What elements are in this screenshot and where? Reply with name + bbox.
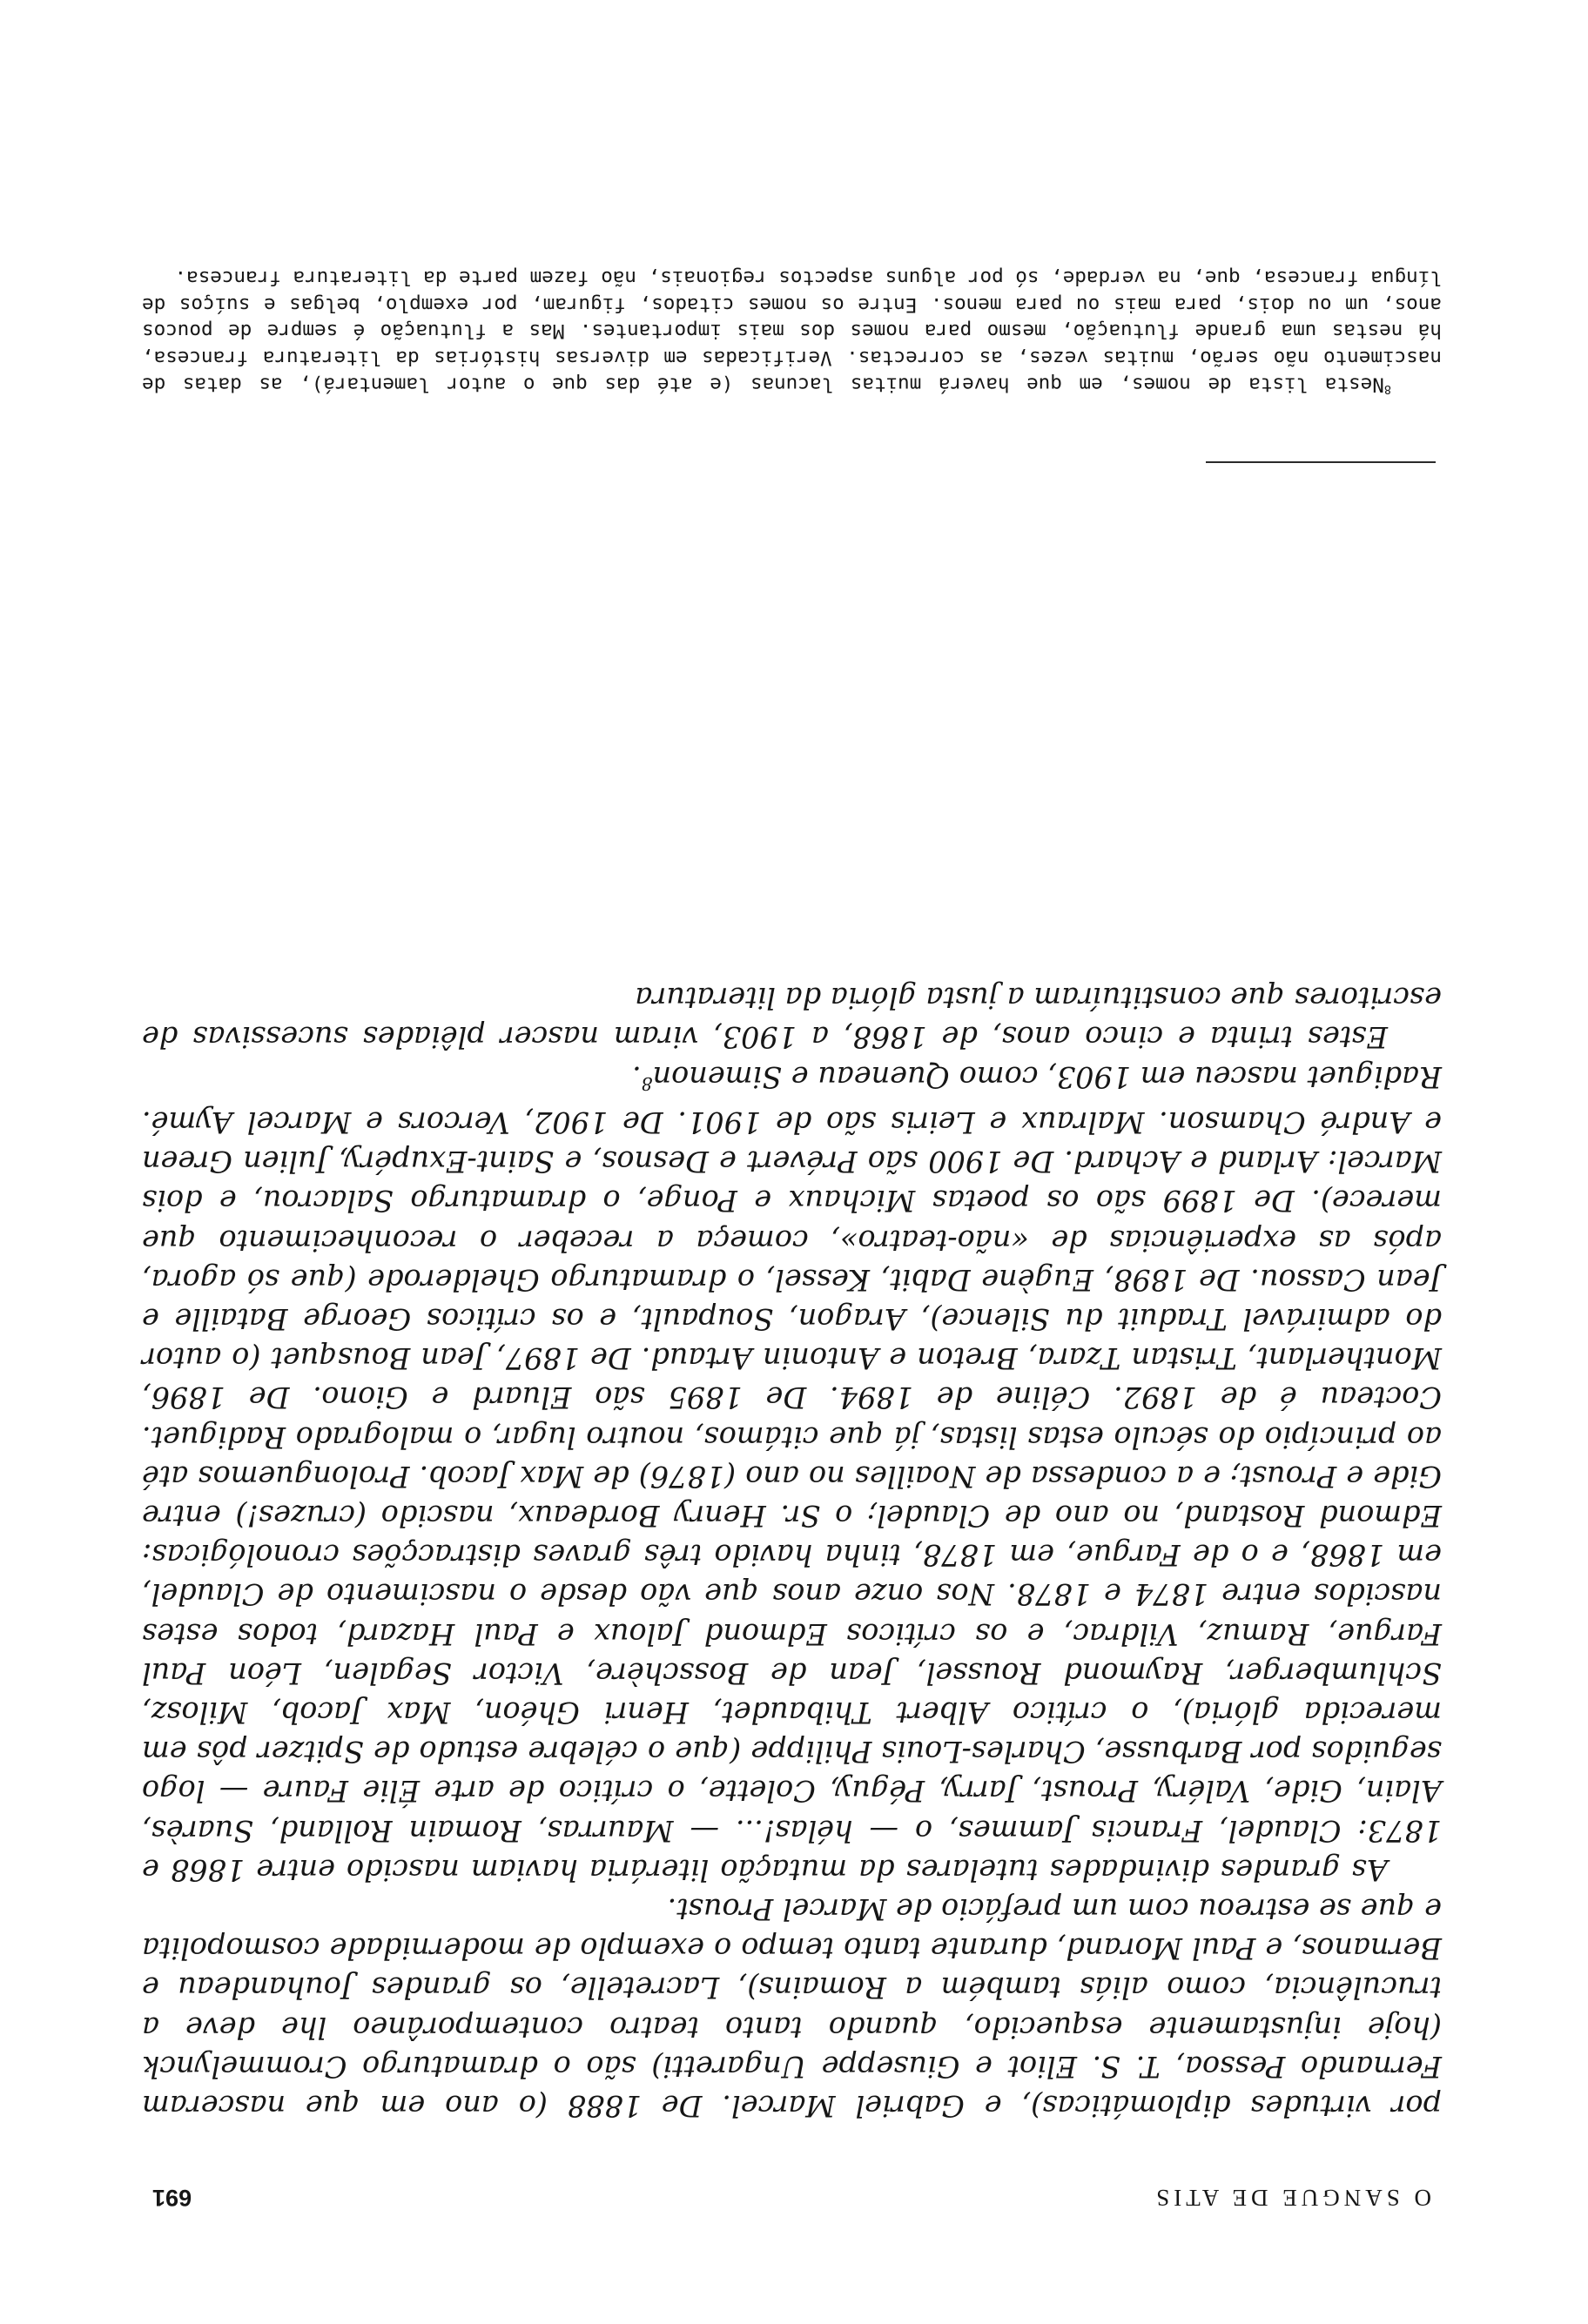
page-number: 691 [152,2185,192,2211]
paragraph-tutelary-divinities [142,1057,1442,1889]
paragraph-end-punctuation: . [632,1059,642,1094]
paragraph-text: As grandes divindades tutelares da mutação literária haviam nascido entre 1868 e 1873: Claudel, Francis Jammes, o — hélas!... — Maurras, Romain Rolland, Suarès, Alain, Gide, Valéry, Proust, Jarry, Péguy, Colette, o crítico de arte Élie Faure — logo seguidos por Barbusse, Charles-Louis Philippe (que o célebre estudo de Spitzer pôs em merecida glória), o crítico Albert Thibaudet, Henri Ghéon, Max Jacob, Milosz, Schlumberger, Raymond Roussel, Jean de Bosschère, Victor Segalen, Léon Paul Fargue, Ramuz, Vildrac, e os críticos Edmond Jaloux e Paul Hazard, todos estes nascidos entre 1874 e 1878. Nos onze anos que vão desde o nascimento de Claudel, em 1868, e o de Fargue, em 1878, tinha havido três graves distracções cronológicas: Edmond Rostand, no ano de Claudel; o Sr. Henry Bordeaux, nascido (cruzes!) entre Gide e Proust; e a condessa de Noailles no ano (1876) de Max Jacob. Prolonguemos até ao princípio do século estas listas, já que citámos, noutro lugar, o malogrado Radiguet. Cocteau é de 1892. Céline de 1894. De 1895 são Eluard e Giono. De 1896, Montherlant, Tristan Tzara, Breton e Antonin Artaud. De 1897, Jean Bousquet (o autor do admirável Traduit du Silence), Aragon, Soupault, e os críticos George Bataille e Jean Cassou. De 1898, Eugène Dabit, Kessel, o dramaturgo Ghelderode (que só agora, após as experiências de «não-teatro», começa a receber o reconhecimento que merece). De 1899 são os poetas Michaux e Ponge, o dramaturgo Salacrou, e dois Marcel: Arland e Achard. De 1900 são Prévert e Desnos, e Saint-Exupéry, Julien Green e André Chamson. Malraux e Leiris são de 1901. De 1902, Vercors e Marcel Aymé. Radiguet nasceu em 1903, como Queneau e Simenon [142,1059,1442,1887]
paragraph-thirty-five-years: Estes trinta e cinco anos, de 1868, a 1903, viram nascer plêiades sucessivas de escritores que constituíram a justa glória da literatura [142,981,1442,1055]
footnote-mark: 8 [1383,382,1391,396]
footnote-reference: 8 [641,1072,653,1094]
footnote-divider [1206,461,1436,463]
running-title: O SANGUE DE ATIS [1152,2185,1431,2211]
paragraph-continuation: por virtudes diplomáticas), e Gabriel Marcel. De 1888 (o ano em que nasceram Fernando Pessoa, T. S. Eliot e Giuseppe Ungaretti) são o dramaturgo Crommelynck (hoje injustamente esquecido, quando tanto teatro contemporâneo lhe deve a truculência, como aliás também a Romains), Lacretelle, os grandes Jouhandeau e Bernanos, e Paul Morand, durante tanto tempo o exemplo de modernidade cosmopolita e que se estreou com um prefácio de Marcel Proust. [142,1891,1442,2123]
footnote-text: Nesta lista de nomes, em que haverá muitas lacunas (e até das que o autor lamentará), as datas de nascimento não serão, muitas vezes, as correctas. Verificadas em diversas histórias da literatura francesa, há nestas uma grande flutuação, mesmo para nomes dos mais importantes. Mas a flutuação é sempre de poucos anos, um ou dois, para mais ou para menos. Entre os nomes citados, figuram, por exemplo, belgas e suíços de língua francesa, que, na verdade, só por alguns aspectos regionais, não fazem parte da literatura francesa. [142,266,1442,396]
body-text [142,978,1442,2126]
footnote [142,265,1442,402]
running-head [152,2173,1431,2211]
